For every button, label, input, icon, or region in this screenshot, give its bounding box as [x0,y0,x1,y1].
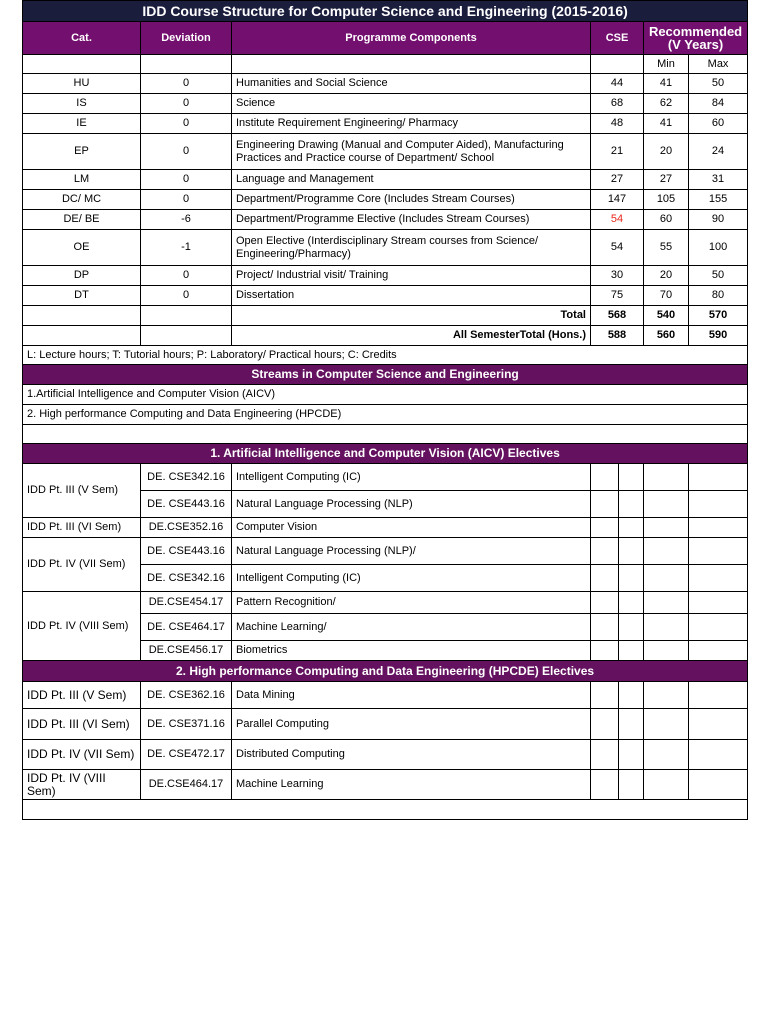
blank-cell [689,464,748,491]
blank-cell [689,592,748,614]
blank-cell [591,464,619,491]
header-recommended: Recommended (V Years) [644,22,748,55]
max-credit-cell: 60 [689,114,748,134]
blank-cell [644,491,689,518]
blank-cell [591,740,619,770]
header-deviation: Deviation [141,22,232,55]
table-row [23,74,748,94]
min-credit-cell: 55 [644,230,689,266]
header-min: Min [644,55,689,74]
blank-cell [23,306,141,326]
course-code-cell: DE. CSE342.16 [141,464,232,491]
semester-cell: IDD Pt. III (V Sem) [23,464,141,518]
blank-cell [619,538,644,565]
elective-row [23,464,748,491]
elective-row [23,770,748,800]
all-semester-total-max: 590 [689,326,748,346]
component-cell: Department/Programme Core (Includes Stream Courses) [232,190,591,210]
category-cell: OE [23,230,141,266]
blank-cell [23,55,141,74]
blank-cell [619,740,644,770]
semester-cell: IDD Pt. III (VI Sem) [23,709,141,740]
category-cell: IS [23,94,141,114]
blank-cell [689,614,748,641]
page-title: IDD Course Structure for Computer Science and Engineering (2015-2016) [23,1,748,22]
max-credit-cell: 84 [689,94,748,114]
course-code-cell: DE. CSE362.16 [141,682,232,709]
min-credit-cell: 27 [644,170,689,190]
course-name-cell: Biometrics [232,641,591,661]
course-name-cell: Computer Vision [232,518,591,538]
elective-row [23,518,748,538]
course-name-cell: Machine Learning [232,770,591,800]
semester-cell: IDD Pt. III (V Sem) [23,682,141,709]
blank-row [23,425,748,444]
min-credit-cell: 20 [644,134,689,170]
header-max: Max [689,55,748,74]
component-cell: Institute Requirement Engineering/ Pharmacy [232,114,591,134]
blank-cell [591,518,619,538]
component-cell: Open Elective (Interdisciplinary Stream courses from Science/ Engineering/Pharmacy) [232,230,591,266]
blank-cell [689,491,748,518]
table-row [23,210,748,230]
course-name-cell: Natural Language Processing (NLP)/ [232,538,591,565]
course-name-cell: Natural Language Processing (NLP) [232,491,591,518]
category-cell: DT [23,286,141,306]
blank-cell [619,614,644,641]
cse-credit-cell: 68 [591,94,644,114]
blank-cell [23,326,141,346]
max-credit-cell: 50 [689,74,748,94]
deviation-cell: 0 [141,94,232,114]
deviation-cell: 0 [141,266,232,286]
deviation-cell: 0 [141,114,232,134]
deviation-cell: -6 [141,210,232,230]
blank-cell [644,770,689,800]
deviation-cell: 0 [141,134,232,170]
blank-cell [644,641,689,661]
table-row [23,170,748,190]
cse-credit-cell: 30 [591,266,644,286]
cse-credit-cell: 44 [591,74,644,94]
table-row [23,114,748,134]
cse-credit-cell: 54 [591,210,644,230]
blank-cell [591,614,619,641]
blank-cell [689,709,748,740]
blank-cell [644,709,689,740]
header-components: Programme Components [232,22,591,55]
blank-cell [591,592,619,614]
course-code-cell: DE. CSE472.17 [141,740,232,770]
course-name-cell: Data Mining [232,682,591,709]
blank-cell [619,770,644,800]
total-label: Total [232,306,591,326]
course-name-cell: Intelligent Computing (IC) [232,565,591,592]
component-cell: Language and Management [232,170,591,190]
course-code-cell: DE. CSE342.16 [141,565,232,592]
max-credit-cell: 90 [689,210,748,230]
table-row [23,94,748,114]
cse-credit-cell: 75 [591,286,644,306]
stream-item: 1.Artificial Intelligence and Computer Vision (AICV) [23,385,748,405]
component-cell: Humanities and Social Science [232,74,591,94]
blank-cell [619,641,644,661]
min-credit-cell: 70 [644,286,689,306]
blank-cell [689,770,748,800]
elective-row [23,740,748,770]
aicv-electives [23,464,748,661]
cse-credit-cell: 147 [591,190,644,210]
blank-cell [619,592,644,614]
component-cell: Engineering Drawing (Manual and Computer Aided), Manufacturing Practices and Practice course of Department/ School [232,134,591,170]
blank-cell [591,538,619,565]
credit-rows [23,74,748,306]
course-code-cell: DE.CSE456.17 [141,641,232,661]
blank-cell [644,538,689,565]
blank-cell [644,464,689,491]
legend-note: L: Lecture hours; T: Tutorial hours; P: Laboratory/ Practical hours; C: Credits [23,346,748,365]
blank-cell [689,518,748,538]
blank-cell [644,740,689,770]
hpcde-electives [23,682,748,800]
blank-cell [644,614,689,641]
component-cell: Project/ Industrial visit/ Training [232,266,591,286]
max-credit-cell: 50 [689,266,748,286]
cse-credit-cell: 27 [591,170,644,190]
blank-cell [591,770,619,800]
all-semester-total-min: 560 [644,326,689,346]
blank-cell [689,538,748,565]
streams-heading: Streams in Computer Science and Engineering [23,365,748,385]
category-cell: HU [23,74,141,94]
aicv-heading: 1. Artificial Intelligence and Computer Vision (AICV) Electives [23,444,748,464]
deviation-cell: 0 [141,170,232,190]
category-cell: DC/ MC [23,190,141,210]
blank-cell [141,326,232,346]
cse-credit-cell: 21 [591,134,644,170]
category-cell: DE/ BE [23,210,141,230]
blank-cell [591,55,644,74]
deviation-cell: 0 [141,190,232,210]
max-credit-cell: 155 [689,190,748,210]
elective-row [23,709,748,740]
category-cell: IE [23,114,141,134]
max-credit-cell: 100 [689,230,748,266]
all-semester-total-cse: 588 [591,326,644,346]
min-credit-cell: 60 [644,210,689,230]
min-credit-cell: 41 [644,114,689,134]
course-code-cell: DE.CSE454.17 [141,592,232,614]
course-name-cell: Distributed Computing [232,740,591,770]
table-row [23,134,748,170]
component-cell: Science [232,94,591,114]
course-structure-table [22,0,748,820]
course-name-cell: Parallel Computing [232,709,591,740]
blank-cell [619,565,644,592]
blank-cell [141,55,232,74]
max-credit-cell: 80 [689,286,748,306]
total-max: 570 [689,306,748,326]
blank-cell [619,709,644,740]
semester-cell: IDD Pt. IV (VIII Sem) [23,770,141,800]
blank-cell [619,491,644,518]
blank-cell [591,641,619,661]
course-code-cell: DE. CSE443.16 [141,538,232,565]
blank-cell [644,592,689,614]
course-code-cell: DE. CSE443.16 [141,491,232,518]
header-cse: CSE [591,22,644,55]
blank-cell [689,682,748,709]
blank-cell [689,565,748,592]
elective-row [23,538,748,565]
min-credit-cell: 105 [644,190,689,210]
cse-credit-cell: 54 [591,230,644,266]
course-code-cell: DE.CSE464.17 [141,770,232,800]
blank-cell [591,565,619,592]
elective-row [23,592,748,614]
semester-cell: IDD Pt. IV (VIII Sem) [23,592,141,661]
component-cell: Dissertation [232,286,591,306]
max-credit-cell: 31 [689,170,748,190]
hpcde-heading: 2. High performance Computing and Data Engineering (HPCDE) Electives [23,661,748,682]
semester-cell: IDD Pt. IV (VII Sem) [23,538,141,592]
header-cat: Cat. [23,22,141,55]
semester-cell: IDD Pt. IV (VII Sem) [23,740,141,770]
course-code-cell: DE. CSE371.16 [141,709,232,740]
total-min: 540 [644,306,689,326]
min-credit-cell: 20 [644,266,689,286]
total-cse: 568 [591,306,644,326]
all-semester-total-label: All SemesterTotal (Hons.) [232,326,591,346]
blank-cell [619,464,644,491]
min-credit-cell: 62 [644,94,689,114]
course-name-cell: Intelligent Computing (IC) [232,464,591,491]
blank-cell [644,518,689,538]
blank-row [23,800,748,820]
semester-cell: IDD Pt. III (VI Sem) [23,518,141,538]
component-cell: Department/Programme Elective (Includes Stream Courses) [232,210,591,230]
course-name-cell: Pattern Recognition/ [232,592,591,614]
min-credit-cell: 41 [644,74,689,94]
blank-cell [644,682,689,709]
category-cell: DP [23,266,141,286]
course-code-cell: DE. CSE464.17 [141,614,232,641]
blank-cell [689,740,748,770]
blank-cell [141,306,232,326]
max-credit-cell: 24 [689,134,748,170]
table-row [23,230,748,266]
stream-item: 2. High performance Computing and Data Engineering (HPCDE) [23,405,748,425]
blank-cell [644,565,689,592]
category-cell: LM [23,170,141,190]
category-cell: EP [23,134,141,170]
deviation-cell: 0 [141,74,232,94]
blank-cell [591,682,619,709]
course-code-cell: DE.CSE352.16 [141,518,232,538]
table-row [23,286,748,306]
blank-cell [619,682,644,709]
elective-row [23,682,748,709]
cse-credit-cell: 48 [591,114,644,134]
table-row [23,190,748,210]
blank-cell [232,55,591,74]
table-row [23,266,748,286]
blank-cell [591,709,619,740]
blank-cell [591,491,619,518]
deviation-cell: -1 [141,230,232,266]
blank-cell [619,518,644,538]
deviation-cell: 0 [141,286,232,306]
course-name-cell: Machine Learning/ [232,614,591,641]
blank-cell [689,641,748,661]
